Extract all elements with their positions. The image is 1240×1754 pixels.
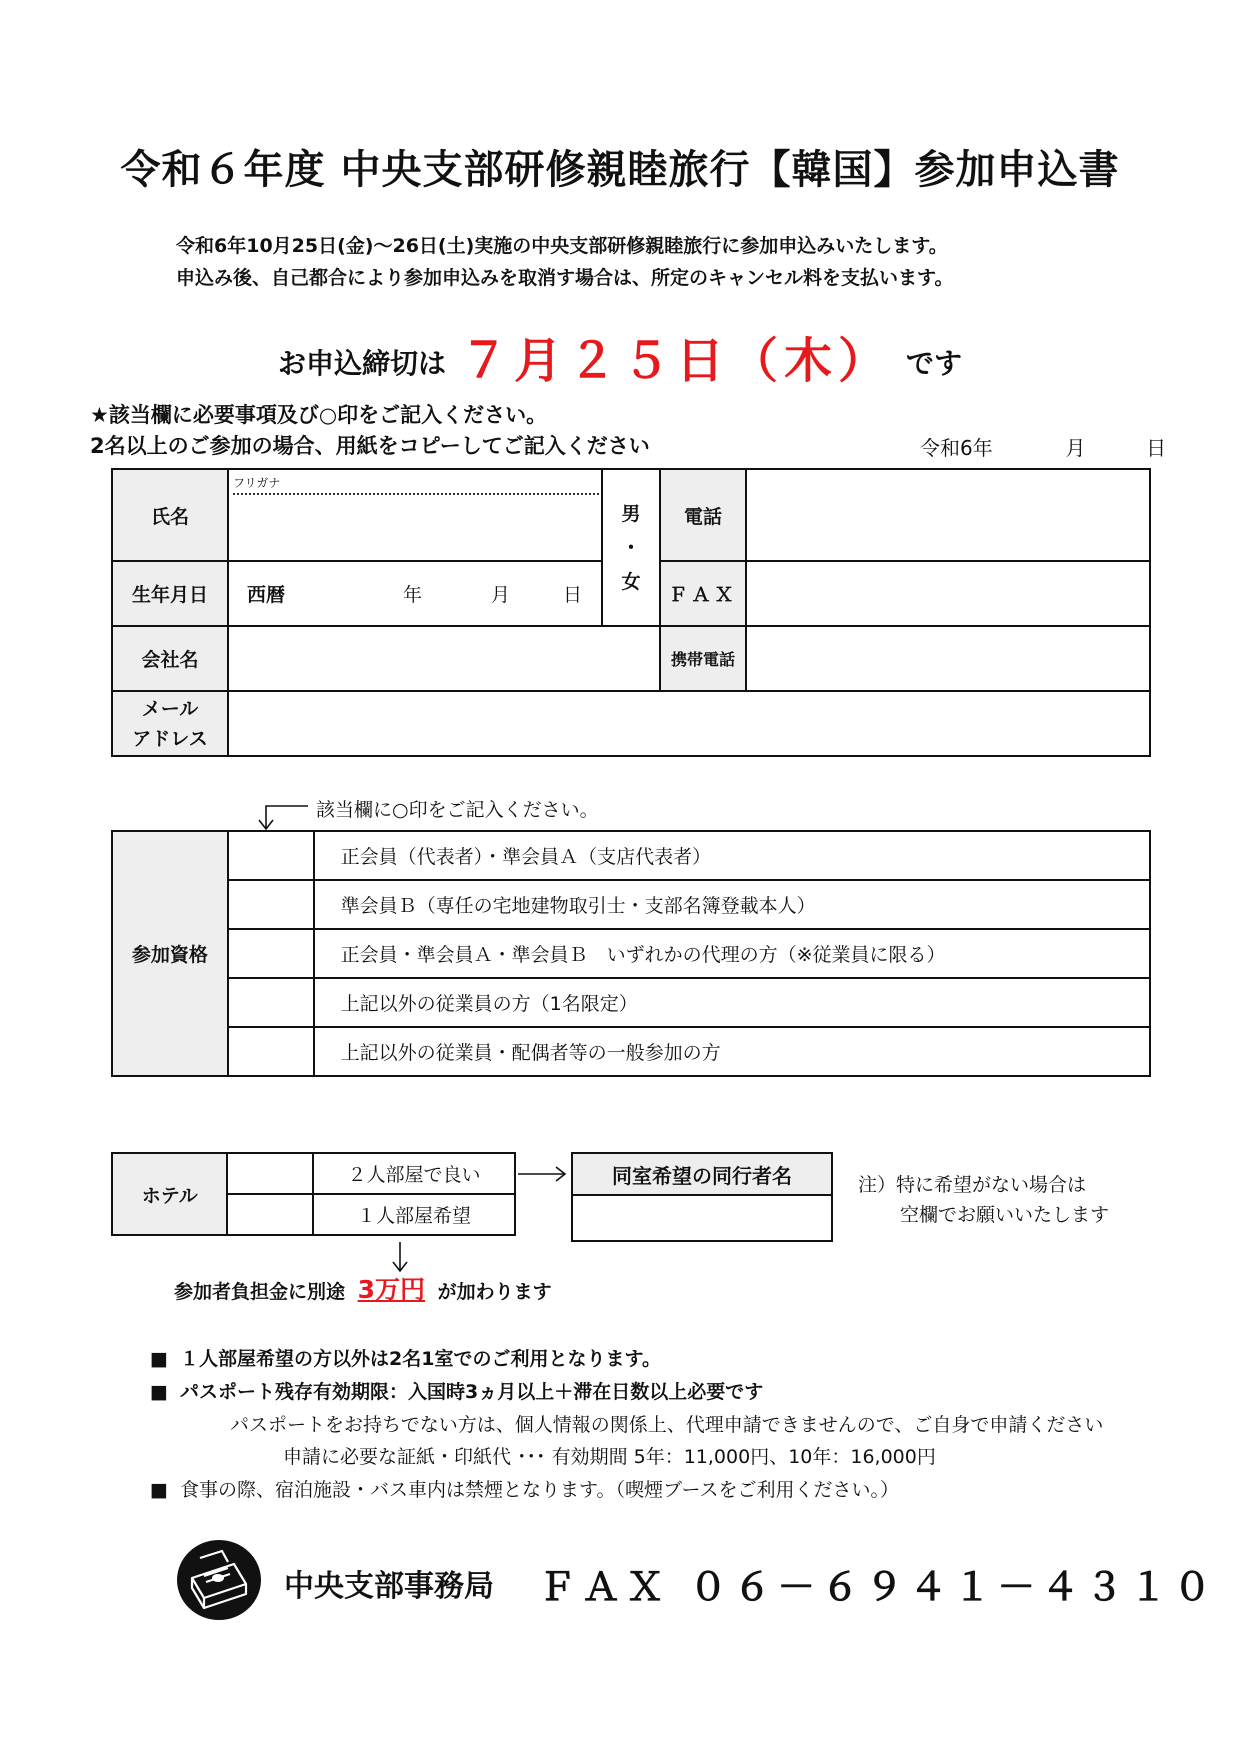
fax-machine-icon xyxy=(174,1536,264,1622)
extra-cost-prefix: 参加者負担金に別途 xyxy=(174,1281,346,1303)
mobile-field[interactable] xyxy=(746,626,1150,691)
roommate-table xyxy=(571,1152,833,1242)
birth-month: 月 xyxy=(491,584,511,606)
instruction-line-2: 2名以上のご参加の場合、用紙をコピーしてご記入ください xyxy=(90,434,650,458)
phone-label: 電話 xyxy=(660,469,746,561)
passport-note-2: 申請に必要な証紙・印紙代 ･･･ 有効期間 5年：11,000円、10年：16,000円 xyxy=(283,1446,936,1468)
fax-field[interactable] xyxy=(746,561,1150,626)
applicant-info-table xyxy=(111,468,1151,757)
roommate-name-field[interactable] xyxy=(572,1195,832,1241)
hotel-table xyxy=(111,1152,516,1236)
email-field[interactable] xyxy=(228,691,1150,756)
hotel-option-twin: ２人部屋で良い xyxy=(313,1153,515,1194)
sex-separator: ・ xyxy=(621,536,641,559)
company-field[interactable] xyxy=(228,626,660,691)
document-date xyxy=(920,432,1166,461)
roommate-note-line-2: 空欄でお願いいたします xyxy=(900,1204,1110,1226)
eligibility-option-4: 上記以外の従業員の方（1名限定） xyxy=(314,978,1150,1027)
hint-arrow-icon xyxy=(252,798,312,832)
furigana-label: フリガナ xyxy=(233,474,599,495)
eligibility-option-1: 正会員（代表者）・準会員Ａ（支店代表者） xyxy=(314,831,1150,880)
eligibility-option-3: 正会員・準会員Ａ・準会員Ｂ いずれかの代理の方（※従業員に限る） xyxy=(314,929,1150,978)
date-era: 令和6年 xyxy=(920,436,993,460)
name-label: 氏名 xyxy=(112,469,228,561)
fax-label: ＦＡＸ xyxy=(660,561,746,626)
sex-male[interactable]: 男 xyxy=(621,502,641,525)
eligibility-checkbox-2[interactable] xyxy=(228,880,314,929)
hotel-option-single: １人部屋希望 xyxy=(313,1194,515,1235)
eligibility-option-5: 上記以外の従業員・配偶者等の一般参加の方 xyxy=(314,1027,1150,1076)
eligibility-table xyxy=(111,830,1151,1077)
extra-cost-note xyxy=(174,1270,552,1306)
page-title: 令和６年度 中央支部研修親睦旅行【韓国】参加申込書 xyxy=(120,147,1120,193)
email-label-line-2: アドレス xyxy=(132,727,208,750)
bullet-no-smoking-text: 食事の際、宿泊施設・バス車内は禁煙となります。（喫煙ブースをご利用ください。） xyxy=(180,1479,900,1501)
bullet-marker: ■ xyxy=(150,1381,168,1403)
sex-female[interactable]: 女 xyxy=(621,570,641,593)
office-name: 中央支部事務局 xyxy=(284,1569,494,1604)
date-month: 月 xyxy=(1065,436,1086,460)
birth-era: 西暦 xyxy=(247,584,286,606)
roommate-label: 同室希望の同行者名 xyxy=(572,1153,832,1195)
extra-cost-amount: 3万円 xyxy=(357,1275,426,1304)
phone-field[interactable] xyxy=(746,469,1150,561)
bullet-passport-text: パスポート残存有効期限：入国時3ヵ月以上＋滞在日数以上必要です xyxy=(180,1381,764,1403)
date-day: 日 xyxy=(1146,436,1167,460)
eligibility-label: 参加資格 xyxy=(112,831,228,1076)
eligibility-checkbox-4[interactable] xyxy=(228,978,314,1027)
bullet-marker: ■ xyxy=(150,1479,168,1501)
birthdate-label: 生年月日 xyxy=(112,561,228,626)
name-field[interactable] xyxy=(228,469,602,561)
bullet-single-room xyxy=(150,1344,661,1371)
email-label-line-1: メール xyxy=(141,697,199,720)
office-fax-number: ＦＡＸ ０６－６９４１－４３１０ xyxy=(538,1565,1218,1609)
sex-selector[interactable] xyxy=(602,469,660,626)
deadline-suffix: です xyxy=(906,347,963,380)
roommate-note-line-1: 注）特に希望がない場合は xyxy=(858,1174,1087,1196)
instruction-line-1: ★該当欄に必要事項及び○印をご記入ください。 xyxy=(90,403,548,427)
deadline-banner xyxy=(0,322,1240,391)
eligibility-checkbox-5[interactable] xyxy=(228,1027,314,1076)
eligibility-hint: 該当欄に○印をご記入ください。 xyxy=(316,799,599,821)
birth-day: 日 xyxy=(563,584,583,606)
eligibility-option-2: 準会員Ｂ（専任の宅地建物取引士・支部名簿登載本人） xyxy=(314,880,1150,929)
birth-year: 年 xyxy=(403,584,423,606)
birthdate-field[interactable] xyxy=(228,561,602,626)
deadline-prefix: お申込締切は xyxy=(277,347,446,380)
email-label xyxy=(112,691,228,756)
passport-note-1: パスポートをお持ちでない方は、個人情報の関係上、代理申請できませんので、ご自身で申請ください xyxy=(230,1414,1104,1436)
hotel-label: ホテル xyxy=(112,1153,227,1235)
intro-line-1: 令和6年10月25日(金)～26日(土)実施の中央支部研修親睦旅行に参加申込みいたします。 xyxy=(176,235,948,257)
mobile-label: 携帯電話 xyxy=(660,626,746,691)
bullet-marker: ■ xyxy=(150,1348,168,1370)
company-label: 会社名 xyxy=(112,626,228,691)
hotel-checkbox-twin[interactable] xyxy=(227,1153,313,1194)
eligibility-checkbox-1[interactable] xyxy=(228,831,314,880)
bullet-no-smoking xyxy=(150,1475,899,1502)
arrow-right-icon xyxy=(518,1164,568,1184)
intro-line-2: 申込み後、自己都合により参加申込みを取消す場合は、所定のキャンセル料を支払います。 xyxy=(176,267,954,289)
eligibility-checkbox-3[interactable] xyxy=(228,929,314,978)
bullet-single-room-text: １人部屋希望の方以外は2名1室でのご利用となります。 xyxy=(180,1348,661,1370)
hotel-checkbox-single[interactable] xyxy=(227,1194,313,1235)
deadline-date: ７月２５日（木） xyxy=(459,333,892,389)
bullet-passport xyxy=(150,1377,763,1404)
extra-cost-suffix: が加わります xyxy=(437,1281,552,1303)
